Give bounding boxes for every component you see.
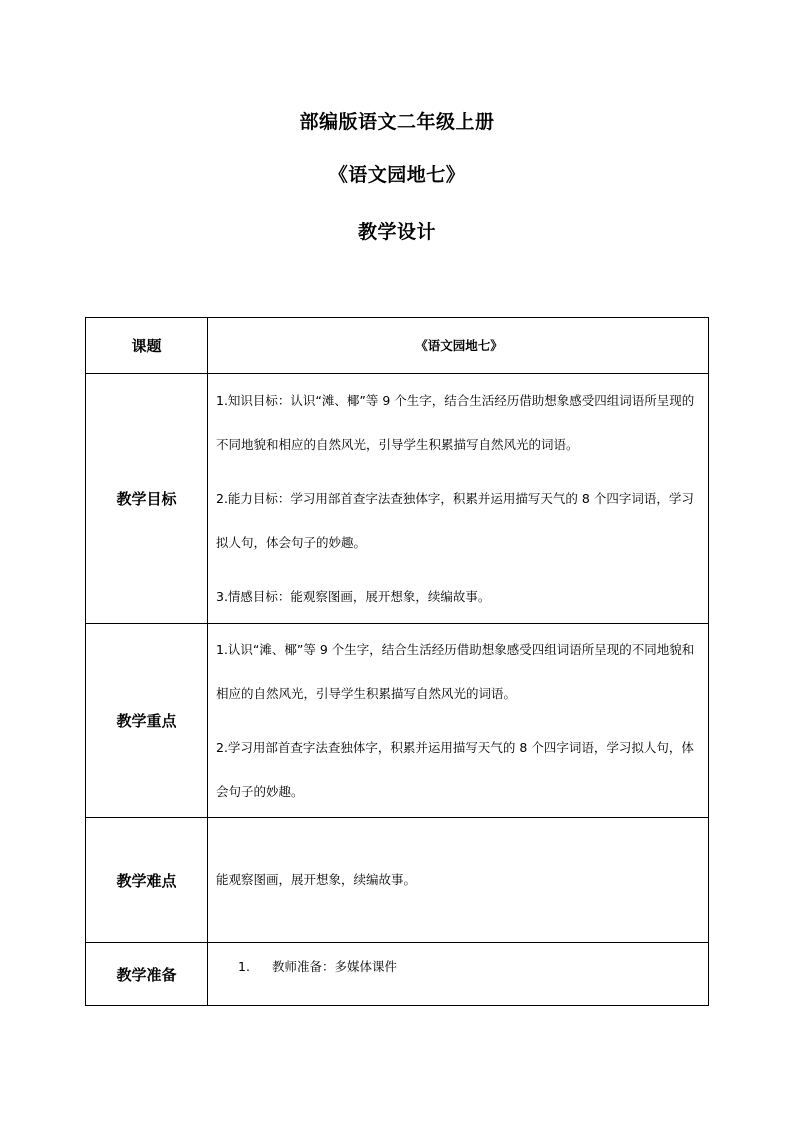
list-item: [216, 957, 702, 977]
lesson-title: 《语文园地七》: [328, 164, 466, 186]
topic-label: 课题: [86, 318, 208, 374]
table-row-goals: [86, 374, 709, 624]
key-point-item-1: 1.认识“滩、椰”等 9 个生字，结合生活经历借助想象感受四组词语所呈现的不同地貌和相应的自然风光，引导学生积累描写自然风光的词语。: [216, 641, 695, 701]
difficulties-content: [208, 818, 709, 943]
difficulty-text: 能观察图画，展开想象，续编故事。: [216, 872, 417, 887]
table-row-preparation: [86, 943, 709, 1006]
key-points-content: [208, 624, 709, 818]
goal-item-3: 3.情感目标：能观察图画，展开想象，续编故事。: [216, 588, 491, 604]
goals-label: 教学目标: [86, 374, 208, 624]
table-row-topic: [86, 318, 709, 374]
prep-item-number: 1.: [238, 959, 250, 974]
key-points-label: 教学重点: [86, 624, 208, 818]
document-title: 部编版语文二年级上册: [299, 111, 495, 133]
difficulties-label: 教学难点: [86, 818, 208, 943]
table-row-key-points: [86, 624, 709, 818]
key-point-item-2: 2.学习用部首查字法查独体字，积累并运用描写天气的 8 个四字词语，学习拟人句，体会句子的妙趣。: [216, 739, 694, 799]
topic-value: 《语文园地七》: [208, 318, 709, 374]
lesson-plan-table: [85, 317, 709, 1006]
table-row-difficulties: [86, 818, 709, 943]
prep-item-text: 教师准备：多媒体课件: [272, 959, 398, 974]
goals-content: [208, 374, 709, 624]
preparation-content: [208, 943, 709, 1006]
preparation-label: 教学准备: [86, 943, 208, 1006]
document-subtitle: 教学设计: [357, 221, 436, 243]
goal-item-2: 2.能力目标：学习用部首查字法查独体字，积累并运用描写天气的 8 个四字词语，学习拟人句，体会句子的妙趣。: [216, 490, 694, 550]
goal-item-1: 1.知识目标：认识“滩、椰”等 9 个生字，结合生活经历借助想象感受四组词语所呈现的不同地貌和相应的自然风光，引导学生积累描写自然风光的词语。: [216, 392, 695, 452]
